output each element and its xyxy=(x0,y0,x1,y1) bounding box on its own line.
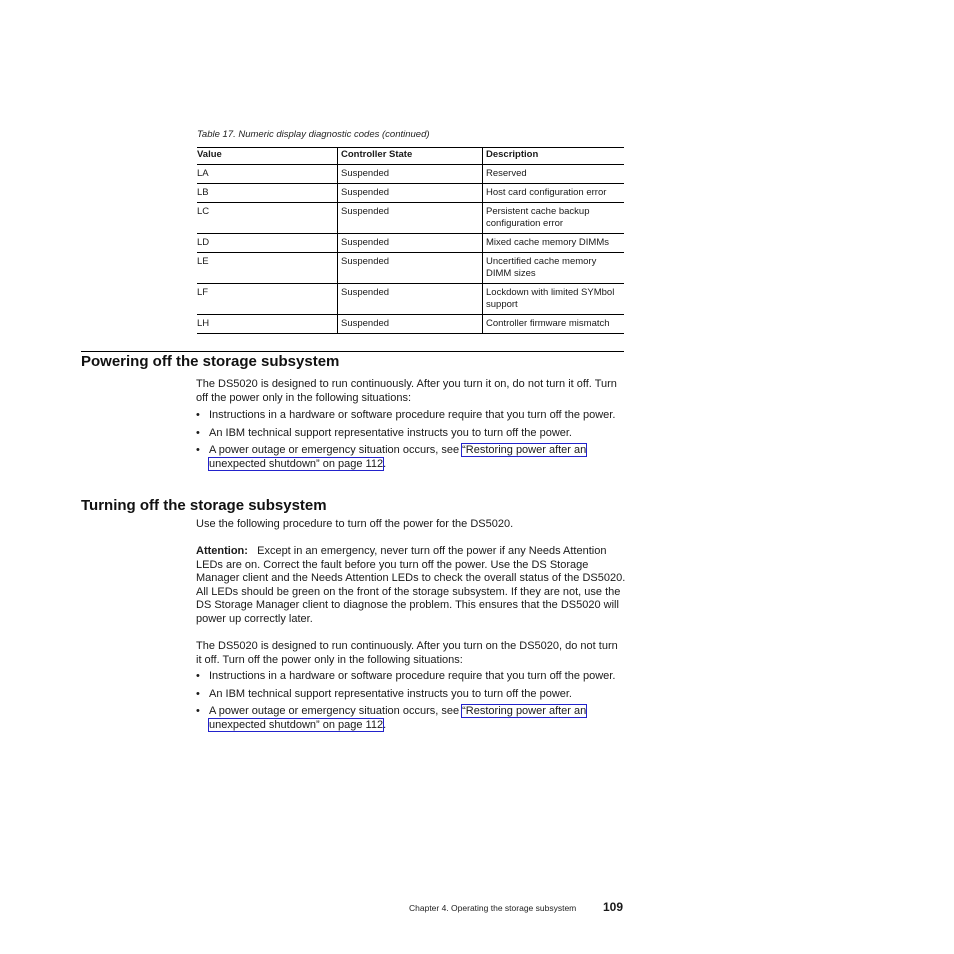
section2-paragraph: The DS5020 is designed to run continuously. After you turn on the DS5020, do not turn it off. Turn off the power only in the following situations: xyxy=(196,640,618,666)
table-cell: LF xyxy=(197,284,338,315)
list-item-text: An IBM technical support representative instructs you to turn off the power. xyxy=(209,687,572,700)
table-cell: Controller firmware mismatch xyxy=(483,315,625,334)
table-row xyxy=(197,253,624,284)
diagnostic-codes-table xyxy=(197,147,624,334)
column-header: Controller State xyxy=(338,148,483,165)
section1-bullet-list xyxy=(196,409,626,475)
bullet-icon: • xyxy=(196,705,200,717)
bullet-icon: • xyxy=(196,409,200,421)
table-cell: Persistent cache backup configuration error xyxy=(483,203,625,234)
table-cell: LD xyxy=(197,234,338,253)
table-caption: Table 17. Numeric display diagnostic codes (continued) xyxy=(197,129,430,140)
table-cell: Suspended xyxy=(338,284,483,315)
bullet-icon: • xyxy=(196,670,200,682)
table-row xyxy=(197,234,624,253)
table-cell: Reserved xyxy=(483,165,625,184)
section2-intro: Use the following procedure to turn off the power for the DS5020. xyxy=(196,518,514,530)
table-row xyxy=(197,184,624,203)
table-cell: Lockdown with limited SYMbol support xyxy=(483,284,625,315)
table-cell: LB xyxy=(197,184,338,203)
table-row xyxy=(197,203,624,234)
table-cell: Mixed cache memory DIMMs xyxy=(483,234,625,253)
list-item-text: A power outage or emergency situation occurs, see xyxy=(209,444,463,456)
page-number: 109 xyxy=(603,900,624,914)
attention-label: Attention: xyxy=(196,545,248,557)
table-row xyxy=(197,284,624,315)
footer-chapter: Chapter 4. Operating the storage subsystem xyxy=(409,903,577,913)
table-cell: LC xyxy=(197,203,338,234)
attention-notice xyxy=(196,545,626,626)
section-heading-powering-off: Powering off the storage subsystem xyxy=(81,353,340,370)
section2-bullet-list xyxy=(196,670,626,736)
table-row xyxy=(197,165,624,184)
table-cell: Host card configuration error xyxy=(483,184,625,203)
list-item xyxy=(196,688,626,702)
section-heading-turning-off: Turning off the storage subsystem xyxy=(81,497,327,514)
table-row xyxy=(197,315,624,334)
bullet-icon: • xyxy=(196,687,200,700)
table-cell: Suspended xyxy=(338,203,483,234)
table-cell: Suspended xyxy=(338,234,483,253)
column-header: Description xyxy=(483,148,625,165)
column-header: Value xyxy=(197,148,338,165)
list-item-text: Instructions in a hardware or software procedure require that you turn off the power. xyxy=(209,409,616,421)
list-item-end: . xyxy=(383,718,387,731)
list-item xyxy=(196,409,626,423)
table-cell: LA xyxy=(197,165,338,184)
table-cell: Suspended xyxy=(338,253,483,284)
table-header-row xyxy=(197,148,624,165)
table-cell: LE xyxy=(197,253,338,284)
bullet-icon: • xyxy=(196,426,200,439)
list-item-text: An IBM technical support representative instructs you to turn off the power. xyxy=(209,426,572,439)
attention-text: Except in an emergency, never turn off the power if any Needs Attention LEDs are on. Correct the fault before you turn off the power. Use the DS Storage Manager client and the Needs Attention LEDs to check the overall status of the DS5020. All LEDs should be green on the front of the storage subsystem. If they are not, use the DS Storage Manager client to diagnose the problem. This ensures that the DS5020 will power up correctly later. xyxy=(196,545,626,625)
restoring-power-link[interactable]: “Restoring power after an unexpected shutdown” on page 112 xyxy=(209,705,587,731)
list-item-text: Instructions in a hardware or software procedure require that you turn off the power. xyxy=(209,670,616,682)
table-cell: Suspended xyxy=(338,315,483,334)
list-item-end: . xyxy=(383,457,387,470)
bullet-icon: • xyxy=(196,444,200,456)
table-cell: LH xyxy=(197,315,338,334)
list-item xyxy=(196,444,626,471)
list-item xyxy=(196,670,626,684)
list-item xyxy=(196,705,626,732)
table-cell: Suspended xyxy=(338,165,483,184)
section1-intro: The DS5020 is designed to run continuously. After you turn it on, do not turn it off. Turn off the power only in the following situations: xyxy=(196,378,617,404)
section-divider xyxy=(81,351,624,352)
list-item-text: A power outage or emergency situation occurs, see xyxy=(209,705,463,717)
table-cell: Suspended xyxy=(338,184,483,203)
restoring-power-link[interactable]: “Restoring power after an unexpected shutdown” on page 112 xyxy=(209,444,587,470)
table-cell: Uncertified cache memory DIMM sizes xyxy=(483,253,625,284)
list-item xyxy=(196,427,626,441)
